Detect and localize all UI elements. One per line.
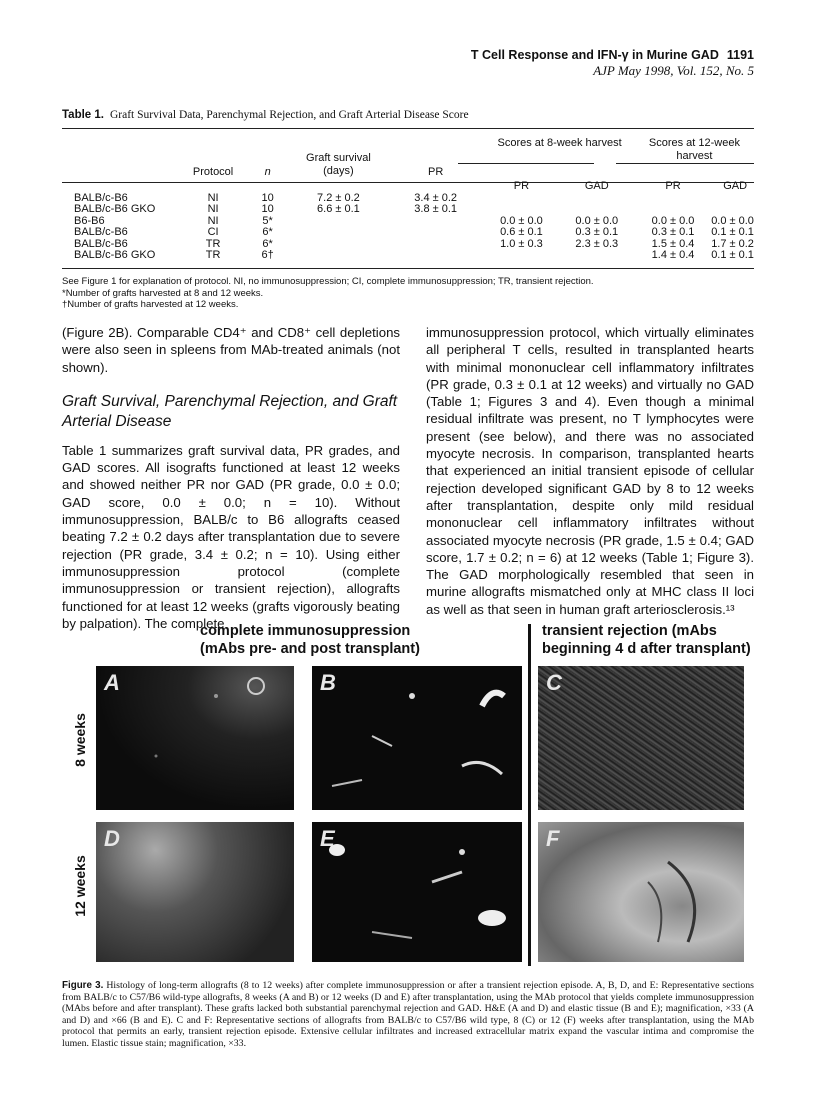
table-cell-pr <box>387 250 484 262</box>
table-cell-pr8: 0.0 ± 0.0 <box>500 214 543 227</box>
table-cell-gad12: 0.0 ± 0.0 <box>711 214 754 227</box>
table-cell-survival: 6.6 ± 0.1 <box>317 203 360 215</box>
row-label-12-weeks: 12 weeks <box>72 855 88 917</box>
table-cell-protocol: NI <box>207 203 219 215</box>
table-cell-pr12 <box>635 204 711 216</box>
panel-letter: A <box>104 670 120 695</box>
table-cell-group: B6-B6 <box>74 214 105 227</box>
header-group-8wk: Scores at 8-week harvest <box>497 137 622 149</box>
table-body <box>62 193 754 262</box>
table-note: *Number of grafts harvested at 8 and 12 weeks. <box>62 287 264 299</box>
table-row <box>62 193 754 205</box>
table-cell-gad12: 0.1 ± 0.1 <box>711 249 754 261</box>
header-gad-8wk: GAD <box>584 180 609 192</box>
figure-group-title-complete: complete immunosuppression (mAbs pre- and post transplant) <box>200 623 420 657</box>
table-caption <box>62 109 469 121</box>
figure-label: Figure 3. <box>62 980 104 991</box>
table-cell-pr8 <box>484 204 558 216</box>
table-cell-protocol: TR <box>205 237 221 250</box>
table-cell-gad12 <box>711 204 754 216</box>
table-cell-pr <box>387 216 484 228</box>
graft-survival-table <box>62 133 754 262</box>
panel-c-micrograph <box>538 666 744 810</box>
table-cell-n: 6* <box>262 237 273 250</box>
table-cell-protocol: CI <box>207 226 219 238</box>
table-cell-pr12: 0.0 ± 0.0 <box>651 214 695 227</box>
table-notes <box>62 276 594 311</box>
journal-citation: AJP May 1998, Vol. 152, No. 5 <box>593 63 754 78</box>
table-cell-gad8 <box>559 204 635 216</box>
table-cell-n: 6† <box>261 249 274 261</box>
table-caption-text: Graft Survival Data, Parenchymal Rejection, and Graft Arterial Disease Score <box>109 109 469 121</box>
table-cell-gad12: 1.7 ± 0.2 <box>711 237 754 250</box>
running-title: T Cell Response and IFN-γ in Murine GAD <box>470 48 719 62</box>
table-cell-group: BALB/c-B6 <box>74 237 128 250</box>
figure-caption-text: Histology of long-term allografts (8 to 12 weeks) after complete immunosuppression or after a transient rejection episode. A, B, D, and E: Representative sections from BALB/c to C57/B6 wild-type allografts, 8 weeks (A and B) or 12 weeks (D and E) after transplantation, using the MAb protocol that yields complete immunosuppression (MAbs before and after transplant). These grafts lacked both substantial parenchymal rejection and GAD. H&E (A and D) and elastic tissue (B and E); magnification, ×33 (A and D) and ×66 (B and E). C and F: Representative sections of allografts from BALB/c to C57/B6 wild type, 8 (C) or 12 (F) weeks after transplantation, using the MAb protocol that permits an early, transient rejection episode. Extensive cellular infiltrates and increased extracellular matrix expand the vascular intima and compromise the lumen. Elastic tissue stain; magnification, ×33. <box>62 980 754 1049</box>
panel-b-micrograph <box>312 666 522 810</box>
header-pr-12wk: PR <box>665 180 681 192</box>
panel-f-micrograph <box>538 822 744 962</box>
table-cell-group: BALB/c-B6 <box>74 226 128 238</box>
micrograph-texture <box>312 666 522 810</box>
table-cell-protocol: TR <box>205 249 221 261</box>
table-cell-gad8: 2.3 ± 0.3 <box>575 237 619 250</box>
table-cell-pr: 3.8 ± 0.1 <box>414 203 457 215</box>
table-cell-pr8 <box>484 250 558 262</box>
panel-letter: F <box>546 826 560 851</box>
table-cell-protocol: NI <box>207 214 219 227</box>
micrograph-texture <box>538 822 744 962</box>
table-cell-survival <box>290 227 387 239</box>
table-cell-pr8: 0.6 ± 0.1 <box>500 226 543 238</box>
section-heading: Graft Survival, Parenchymal Rejection, and Graft Arterial Disease <box>62 392 398 430</box>
table-cell-pr: 3.4 ± 0.2 <box>414 191 457 204</box>
panel-e-micrograph <box>312 822 522 962</box>
table-cell-group: BALB/c-B6 GKO <box>74 249 156 261</box>
table-cell-pr8: 1.0 ± 0.3 <box>500 237 543 250</box>
table-row <box>62 239 754 251</box>
micrograph-texture <box>96 666 294 810</box>
running-header <box>471 48 754 78</box>
table-note: See Figure 1 for explanation of protocol. NI, no immunosuppression; CI, complete immunosuppression; TR, transient rejection. <box>62 276 594 287</box>
table-cell-gad12 <box>711 193 754 205</box>
table-cell-pr12: 1.4 ± 0.4 <box>651 249 695 261</box>
table-cell-survival <box>290 250 387 262</box>
figure-divider <box>528 624 531 966</box>
table-cell-n: 5* <box>262 214 273 227</box>
table-cell-protocol: NI <box>207 191 219 204</box>
table-row <box>62 227 754 239</box>
header-n: n <box>264 165 271 178</box>
table-cell-pr8 <box>484 193 558 205</box>
table-cell-survival: 7.2 ± 0.2 <box>317 191 360 204</box>
figure-group-title-transient: transient rejection (mAbs beginning 4 d after transplant) <box>542 623 751 657</box>
page-number: 1191 <box>726 48 754 62</box>
panel-letter: C <box>546 670 562 695</box>
table-label: Table 1. <box>62 109 104 121</box>
header-pr-8wk: PR <box>513 180 530 192</box>
table-cell-pr <box>387 239 484 251</box>
table-cell-n: 10 <box>261 203 274 215</box>
table-cell-gad8: 0.3 ± 0.1 <box>575 226 619 238</box>
header-gad-12wk: GAD <box>723 180 748 192</box>
table-header-row <box>62 133 754 181</box>
panel-letter: B <box>320 670 336 695</box>
table-cell-pr <box>387 227 484 239</box>
table-bottom-rule <box>62 268 754 269</box>
figure-caption <box>62 980 754 1049</box>
table-cell-gad8 <box>559 250 635 262</box>
table-note: †Number of grafts harvested at 12 weeks. <box>62 299 239 310</box>
table-top-rule <box>62 128 754 129</box>
micrograph-texture <box>312 822 522 962</box>
header-pr: PR <box>428 165 444 178</box>
table-cell-n: 6* <box>262 226 273 238</box>
table-cell-survival <box>290 239 387 251</box>
table-row <box>62 216 754 228</box>
table-cell-gad8: 0.0 ± 0.0 <box>575 214 619 227</box>
header-protocol: Protocol <box>192 165 234 178</box>
table-row <box>62 250 754 262</box>
right-column <box>426 324 754 618</box>
table-cell-pr12: 1.5 ± 0.4 <box>651 237 695 250</box>
panel-d-micrograph <box>96 822 294 962</box>
table-cell-group: BALB/c-B6 GKO <box>74 203 156 215</box>
row-label-8-weeks: 8 weeks <box>72 713 88 767</box>
panel-letter: D <box>104 826 120 851</box>
table-cell-pr12 <box>635 193 711 205</box>
table-cell-gad8 <box>559 193 635 205</box>
left-column <box>62 324 400 632</box>
table-cell-survival <box>290 216 387 228</box>
table-cell-group: BALB/c-B6 <box>74 191 128 204</box>
paragraph: Table 1 summarizes graft survival data, PR grades, and GAD scores. All isografts functioned at least 12 weeks and showed neither PR nor GAD (PR grade, 0.0 ± 0.0; GAD score, 0.0 ± 0.0; n = 10). Without immunosuppression, BALB/c to B6 allografts ceased beating 7.2 ± 0.2 days after transplantation due to severe rejection (PR grade, 3.4 ± 0.2; n = 10). Using either immunosuppression protocol (complete immunosuppression or transient rejection), allografts functioned for at least 12 weeks (grafts vigorously beating by palpation). The complete <box>62 442 400 631</box>
header-survival: Graft survival (days) <box>306 152 371 177</box>
panel-letter: E <box>320 826 335 851</box>
table-cell-gad12: 0.1 ± 0.1 <box>711 226 754 238</box>
table-subheader-row <box>62 181 754 193</box>
table-cell-pr12: 0.3 ± 0.1 <box>651 226 695 238</box>
panel-a-micrograph <box>96 666 294 810</box>
header-group-12wk: Scores at 12-week harvest <box>648 137 740 162</box>
paragraph: (Figure 2B). Comparable CD4⁺ and CD8⁺ cell depletions were also seen in spleens from MAb-treated animals (not shown). <box>62 325 400 375</box>
table-row <box>62 204 754 216</box>
table-cell-n: 10 <box>261 191 274 204</box>
paragraph: immunosuppression protocol, which virtually eliminates all peripheral T cells, resulted in transplanted hearts with minimal mononuclear cell inflammatory infiltrates (PR grade, 0.3 ± 0.1 at 12 weeks) and virtually no GAD (Table 1; Figures 3 and 4). Even though a minimal residual infiltrate was present, no T lymphocytes were present (see below), and there was no associated myocyte necrosis. In comparison, transplanted hearts that experienced an initial transient episode of cellular rejection developed significant GAD by 8 to 12 weeks after transplantation, despite only mild residual mononuclear cell inflammatory infiltrates without associated myocyte necrosis (PR grade, 1.5 ± 0.4; GAD score, 1.7 ± 0.2; n = 6) at 12 weeks (Table 1; Figure 3). The GAD morphologically resembled that seen in murine allografts mismatched only at MHC class II loci as well as that seen in human graft arteriosclerosis.¹³ <box>426 325 754 617</box>
